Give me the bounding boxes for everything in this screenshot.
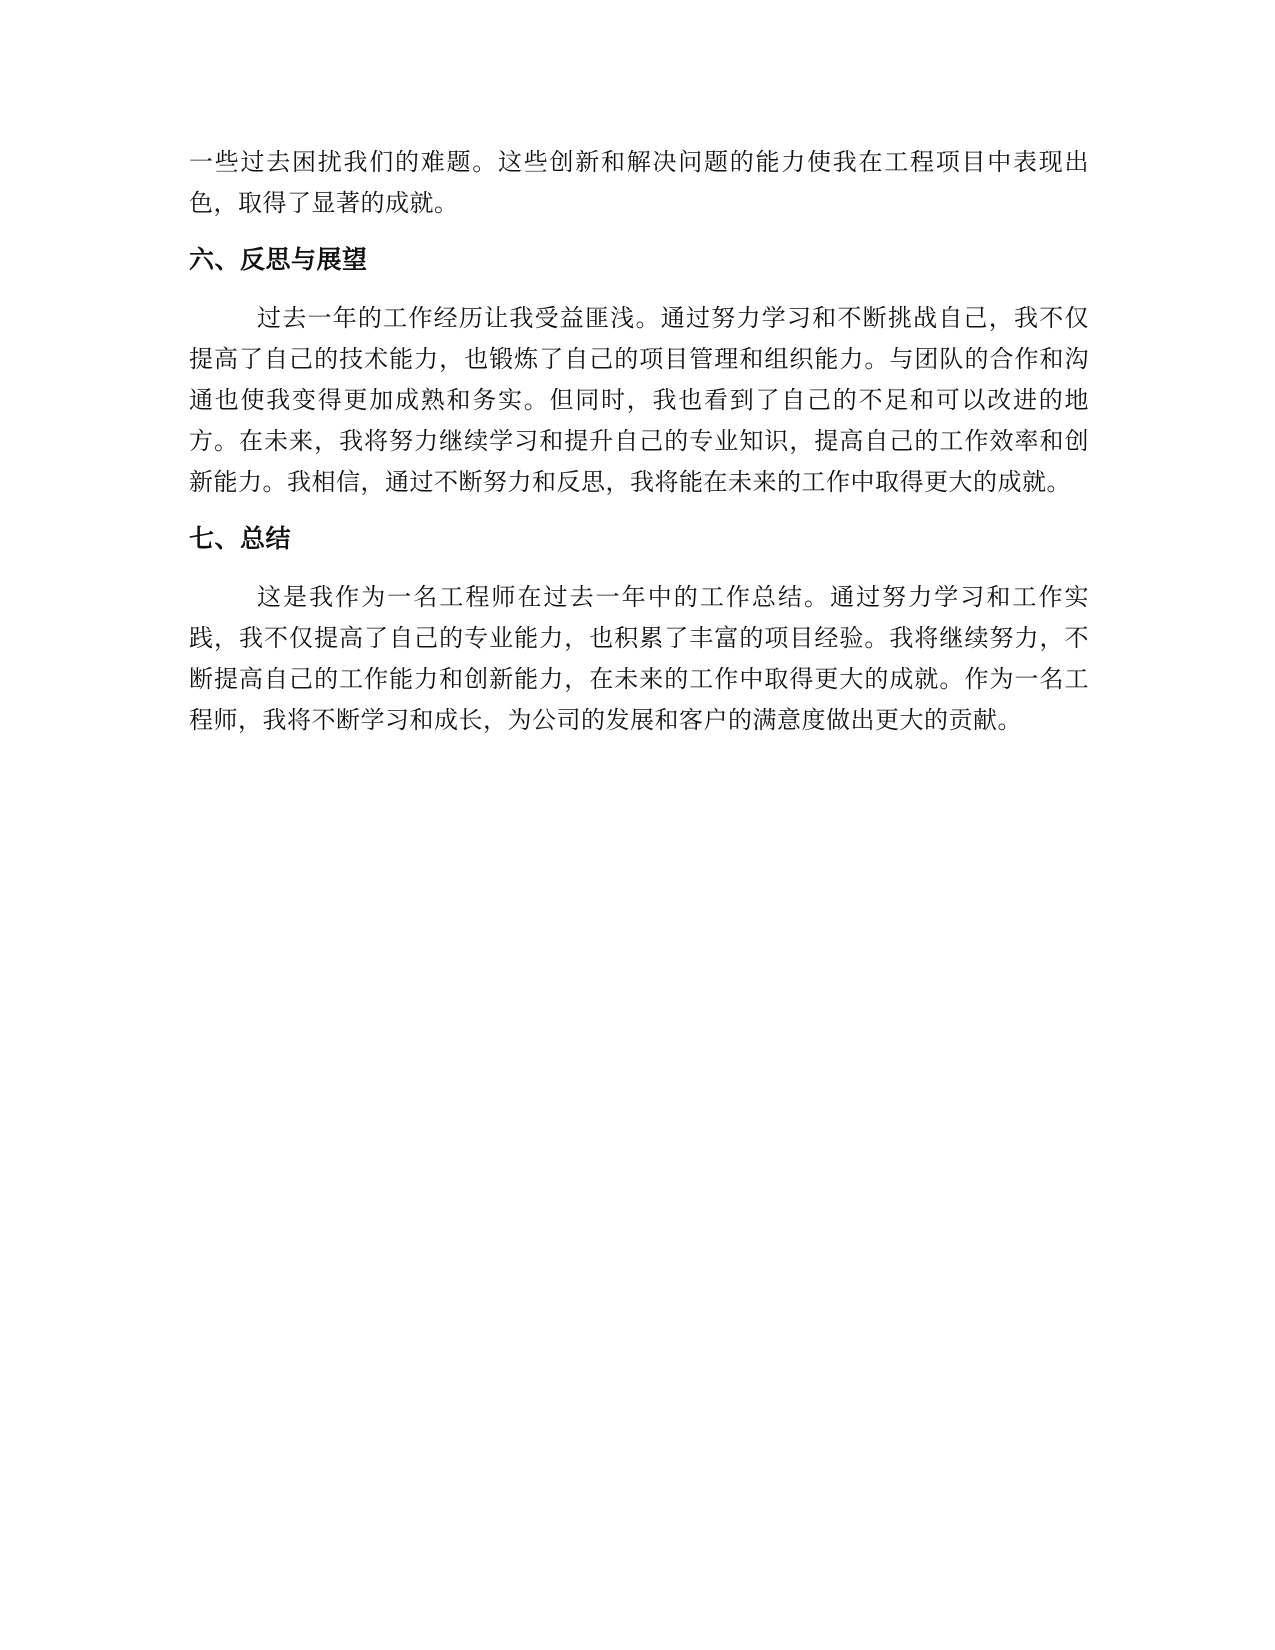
section-7-paragraph: 这是我作为一名工程师在过去一年中的工作总结。通过努力学习和工作实践，我不仅提高了自己的专业能力，也积累了丰富的项目经验。我将继续努力，不断提高自己的工作能力和创新能力，在未来的工作中取得更大的成就。作为一名工程师，我将不断学习和成长，为公司的发展和客户的满意度做出更大的贡献。 <box>189 583 1089 734</box>
document-body <box>189 142 1089 741</box>
section-6-paragraph: 过去一年的工作经历让我受益匪浅。通过努力学习和不断挑战自己，我不仅提高了自己的技术能力，也锻炼了自己的项目管理和组织能力。与团队的合作和沟通也使我变得更加成熟和务实。但同时，我也看到了自己的不足和可以改进的地方。在未来，我将努力继续学习和提升自己的专业知识，提高自己的工作效率和创新能力。我相信，通过不断努力和反思，我将能在未来的工作中取得更大的成就。 <box>189 304 1089 496</box>
intro-continuation-paragraph: 一些过去困扰我们的难题。这些创新和解决问题的能力使我在工程项目中表现出色，取得了显著的成就。 <box>189 148 1089 217</box>
section-7-heading: 七、总结 <box>189 524 292 553</box>
section-6-heading: 六、反思与展望 <box>189 245 368 274</box>
